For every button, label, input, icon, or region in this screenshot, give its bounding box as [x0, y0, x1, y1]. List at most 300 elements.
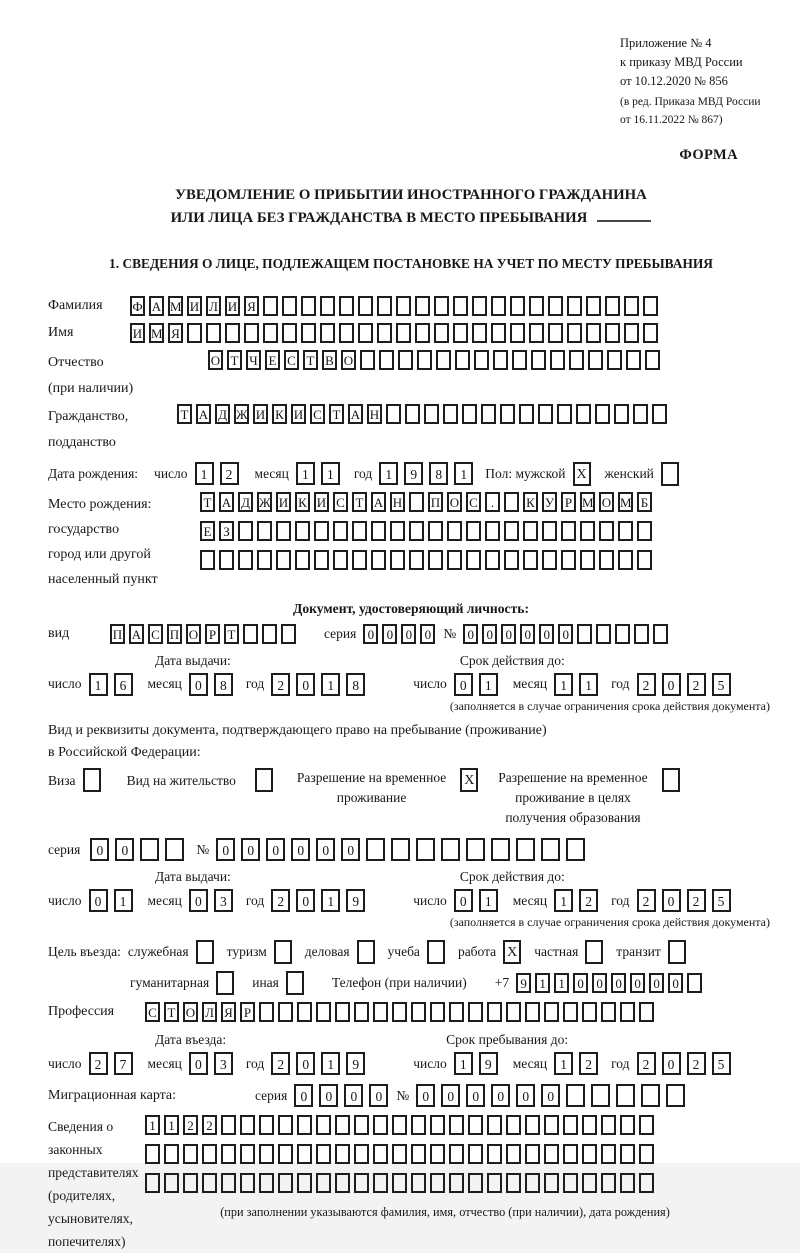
char-box	[278, 1173, 293, 1193]
char-box	[354, 1115, 369, 1135]
rvp-issue-month-boxes	[189, 889, 239, 912]
char-box	[301, 323, 316, 343]
char-box	[506, 1144, 521, 1164]
char-box	[377, 323, 392, 343]
char-box	[434, 323, 449, 343]
char-box: М	[168, 296, 183, 316]
char-box: 1	[379, 462, 398, 485]
char-box: К	[272, 404, 287, 424]
char-box	[358, 296, 373, 316]
char-box: А	[129, 624, 144, 644]
char-box	[278, 1144, 293, 1164]
char-box	[295, 521, 310, 541]
char-box	[493, 350, 508, 370]
char-box: Б	[637, 492, 652, 512]
char-box	[485, 550, 500, 570]
char-box	[523, 521, 538, 541]
char-box	[316, 1144, 331, 1164]
char-box	[409, 492, 424, 512]
char-box: Ч	[246, 350, 261, 370]
doc-series-label: серия	[324, 625, 357, 641]
issue-day-boxes	[89, 673, 139, 696]
char-box	[358, 323, 373, 343]
char-box: 0	[294, 1084, 313, 1107]
representatives-line1	[145, 1115, 745, 1135]
char-box	[582, 1144, 597, 1164]
char-box: П	[428, 492, 443, 512]
char-box: 8	[214, 673, 233, 696]
char-box: 0	[416, 1084, 435, 1107]
char-box	[620, 1002, 635, 1022]
char-box	[281, 624, 296, 644]
char-box: 0	[344, 1084, 363, 1107]
char-box: 0	[482, 624, 497, 644]
doc-kind-boxes	[110, 624, 300, 644]
doc-number-label: №	[443, 625, 457, 641]
char-box: 2	[579, 1052, 598, 1075]
char-box	[164, 1144, 179, 1164]
char-box	[491, 323, 506, 343]
phone-prefix: +7	[494, 975, 510, 991]
char-box: И	[130, 323, 145, 343]
migration-series-boxes	[294, 1084, 394, 1107]
char-box	[455, 350, 470, 370]
char-box	[624, 296, 639, 316]
char-box	[633, 404, 648, 424]
residence-doc-date-titles: Дата выдачи: Срок действия до:	[155, 869, 565, 885]
char-box: 8	[346, 673, 365, 696]
issue-year-boxes	[271, 673, 371, 696]
residence-doc-line2: в Российской Федерации:	[48, 744, 201, 760]
char-box	[335, 1002, 350, 1022]
rvp-valid-month-boxes	[554, 889, 604, 912]
char-box	[219, 550, 234, 570]
char-box	[567, 296, 582, 316]
char-box	[244, 323, 259, 343]
char-box: 6	[114, 673, 133, 696]
char-box	[563, 1144, 578, 1164]
char-box	[453, 296, 468, 316]
rvp-validity-note: (заполняется в случае ограничения срока действия документа)	[449, 915, 770, 930]
char-box	[262, 624, 277, 644]
char-box	[145, 1144, 160, 1164]
char-box: 1	[554, 1052, 573, 1075]
char-box	[430, 1173, 445, 1193]
char-box	[512, 350, 527, 370]
char-box: М	[580, 492, 595, 512]
char-box	[605, 323, 620, 343]
char-box: 1	[454, 462, 473, 485]
char-box	[257, 521, 272, 541]
char-box: У	[542, 492, 557, 512]
char-box: Т	[164, 1002, 179, 1022]
purpose-commercial-checkbox	[357, 940, 379, 964]
char-box	[360, 350, 375, 370]
char-box	[531, 350, 546, 370]
char-box	[377, 296, 392, 316]
char-box	[392, 1115, 407, 1135]
char-box: Е	[265, 350, 280, 370]
char-box	[430, 1144, 445, 1164]
entry-date-row: число 2 7 месяц 0 3 год 2 0 1 9 число 1 9 месяц 1 2 год 2 0 2 5	[48, 1052, 774, 1075]
temp-permit-label: Разрешение на временное проживание	[296, 769, 447, 805]
char-box	[586, 323, 601, 343]
char-box	[335, 1144, 350, 1164]
char-box: К	[523, 492, 538, 512]
valid-day-boxes	[454, 673, 504, 696]
char-box	[276, 550, 291, 570]
char-box	[563, 1002, 578, 1022]
char-box	[333, 521, 348, 541]
char-box	[529, 323, 544, 343]
name-boxes	[130, 323, 662, 343]
char-box	[274, 940, 292, 964]
char-box	[221, 1144, 236, 1164]
char-box: П	[167, 624, 182, 644]
char-box	[601, 1115, 616, 1135]
appendix-line: к приказу МВД России	[620, 54, 743, 69]
char-box	[221, 1173, 236, 1193]
char-box: 0	[541, 1084, 560, 1107]
edu-permit-checkbox	[662, 768, 684, 792]
char-box	[576, 404, 591, 424]
char-box: 2	[271, 1052, 290, 1075]
char-box: Д	[238, 492, 253, 512]
char-box: О	[183, 1002, 198, 1022]
char-box: О	[447, 492, 462, 512]
char-box: Л	[202, 1002, 217, 1022]
char-box: 1	[321, 462, 340, 485]
char-box: 5	[712, 673, 731, 696]
char-box: 0	[189, 673, 208, 696]
char-box: 2	[687, 673, 706, 696]
char-box	[409, 550, 424, 570]
appendix-line: (в ред. Приказа МВД России	[620, 96, 761, 109]
char-box	[200, 550, 215, 570]
char-box	[474, 350, 489, 370]
char-box	[434, 296, 449, 316]
char-box: 0	[115, 838, 134, 861]
char-box	[645, 350, 660, 370]
char-box: Т	[224, 624, 239, 644]
char-box	[500, 404, 515, 424]
char-box	[666, 1084, 685, 1107]
appendix-line: от 16.11.2022 № 867)	[620, 113, 723, 126]
char-box	[561, 521, 576, 541]
sex-male-checkbox	[573, 462, 595, 486]
char-box: А	[196, 404, 211, 424]
char-box	[580, 550, 595, 570]
char-box	[468, 1173, 483, 1193]
edu-permit-label: Разрешение на временное проживание в целях получения образования	[498, 769, 648, 826]
char-box: 0	[296, 673, 315, 696]
purpose-transit-checkbox	[668, 940, 690, 964]
char-box: С	[145, 1002, 160, 1022]
char-box: 2	[183, 1115, 198, 1135]
char-box: 0	[592, 973, 607, 993]
visa-checkbox	[83, 768, 105, 792]
char-box	[472, 296, 487, 316]
char-box: X	[573, 462, 591, 486]
char-box: Р	[205, 624, 220, 644]
char-box	[316, 1115, 331, 1135]
char-box	[620, 1144, 635, 1164]
residence-permit-checkbox	[255, 768, 277, 792]
page-title-line2: ИЛИ ЛИЦА БЕЗ ГРАЖДАНСТВА В МЕСТО ПРЕБЫВАНИЯ	[170, 209, 588, 226]
char-box: 0	[363, 624, 378, 644]
section1-heading: 1. СВЕДЕНИЯ О ЛИЦЕ, ПОДЛЕЖАЩЕМ ПОСТАНОВКЕ НА УЧЕТ ПО МЕСТУ ПРЕБЫВАНИЯ	[109, 255, 713, 271]
char-box	[263, 323, 278, 343]
char-box	[398, 350, 413, 370]
page-title-line1: УВЕДОМЛЕНИЕ О ПРИБЫТИИ ИНОСТРАННОГО ГРАЖДАНИНА	[175, 186, 647, 203]
char-box	[585, 940, 603, 964]
char-box	[379, 350, 394, 370]
char-box	[481, 404, 496, 424]
identity-doc-dates: число 1 6 месяц 0 8 год 2 0 1 8 число 0 1 месяц 1 1 год 2 0 2 5	[48, 673, 774, 696]
appendix-line: Приложение № 4	[620, 36, 712, 50]
char-box	[259, 1173, 274, 1193]
char-box: 0	[662, 1052, 681, 1075]
char-box: 9	[346, 1052, 365, 1075]
char-box: 0	[291, 838, 310, 861]
char-box: X	[503, 940, 521, 964]
char-box: 5	[712, 889, 731, 912]
char-box	[550, 350, 565, 370]
char-box: И	[276, 492, 291, 512]
char-box: 0	[491, 1084, 510, 1107]
purpose-study-checkbox	[427, 940, 449, 964]
citizenship-boxes	[177, 404, 671, 424]
char-box	[563, 1173, 578, 1193]
char-box	[542, 550, 557, 570]
visa-label: Виза	[48, 772, 76, 788]
char-box	[449, 1115, 464, 1135]
char-box: И	[253, 404, 268, 424]
sex-female-checkbox	[661, 462, 683, 486]
char-box	[216, 971, 234, 995]
char-box	[487, 1002, 502, 1022]
char-box	[257, 550, 272, 570]
char-box: Я	[221, 1002, 236, 1022]
char-box	[354, 1173, 369, 1193]
entry-date-titles: Дата въезда: Срок пребывания до:	[155, 1032, 569, 1048]
char-box	[335, 1173, 350, 1193]
char-box	[616, 1084, 635, 1107]
residence-number-label: №	[196, 841, 210, 857]
char-box: 0	[316, 838, 335, 861]
char-box	[563, 1115, 578, 1135]
char-box: 9	[346, 889, 365, 912]
char-box	[466, 521, 481, 541]
char-box: 7	[114, 1052, 133, 1075]
char-box	[333, 550, 348, 570]
char-box	[314, 550, 329, 570]
char-box: 0	[266, 838, 285, 861]
profession-label: Профессия	[48, 1004, 115, 1020]
char-box	[605, 296, 620, 316]
char-box	[411, 1144, 426, 1164]
char-box: Ж	[257, 492, 272, 512]
char-box	[618, 521, 633, 541]
char-box: 2	[637, 673, 656, 696]
migration-card-row	[48, 1084, 774, 1107]
char-box: 2	[89, 1052, 108, 1075]
char-box	[396, 296, 411, 316]
char-box	[352, 521, 367, 541]
char-box	[504, 550, 519, 570]
char-box	[297, 1173, 312, 1193]
char-box: А	[149, 296, 164, 316]
char-box	[596, 624, 611, 644]
char-box	[278, 1002, 293, 1022]
rvp-valid-year-boxes	[637, 889, 737, 912]
char-box	[392, 1173, 407, 1193]
char-box	[263, 296, 278, 316]
char-box: 0	[89, 889, 108, 912]
char-box: 0	[319, 1084, 338, 1107]
char-box	[468, 1144, 483, 1164]
char-box	[145, 1173, 160, 1193]
char-box: 0	[401, 624, 416, 644]
char-box	[525, 1144, 540, 1164]
char-box: 0	[668, 973, 683, 993]
char-box	[314, 521, 329, 541]
char-box	[391, 838, 410, 861]
char-box: 0	[662, 673, 681, 696]
char-box: Я	[244, 296, 259, 316]
char-box: А	[219, 492, 234, 512]
migration-card-label: Миграционная карта:	[48, 1087, 177, 1103]
char-box	[620, 1173, 635, 1193]
char-box	[415, 323, 430, 343]
char-box	[620, 1115, 635, 1135]
char-box	[449, 1002, 464, 1022]
char-box: И	[225, 296, 240, 316]
char-box	[506, 1173, 521, 1193]
char-box: 1	[454, 1052, 473, 1075]
birth-place-line3	[200, 550, 656, 570]
char-box	[371, 550, 386, 570]
residence-doc-series-row	[48, 838, 774, 861]
char-box: Т	[303, 350, 318, 370]
char-box	[544, 1115, 559, 1135]
birth-place-row	[48, 492, 774, 592]
char-box	[373, 1002, 388, 1022]
char-box	[371, 521, 386, 541]
char-box: Е	[200, 521, 215, 541]
name-label: Имя	[48, 324, 74, 340]
char-box	[601, 1144, 616, 1164]
char-box	[626, 350, 641, 370]
citizenship-label: Гражданство, подданство	[48, 408, 129, 450]
char-box: 1	[321, 889, 340, 912]
char-box	[504, 521, 519, 541]
char-box	[491, 296, 506, 316]
page-title	[48, 184, 774, 230]
char-box	[83, 768, 101, 792]
appendix-line: от 10.12.2020 № 856	[620, 73, 728, 88]
char-box: О	[341, 350, 356, 370]
char-box	[634, 624, 649, 644]
char-box	[566, 1084, 585, 1107]
char-box	[295, 550, 310, 570]
char-box	[297, 1002, 312, 1022]
title-blank-line	[597, 210, 651, 222]
char-box	[661, 462, 679, 486]
char-box	[652, 404, 667, 424]
char-box	[485, 521, 500, 541]
char-box: 0	[454, 889, 473, 912]
char-box	[183, 1173, 198, 1193]
char-box	[373, 1173, 388, 1193]
patronymic-row	[48, 350, 774, 402]
temp-permit-checkbox	[460, 768, 482, 792]
char-box	[653, 624, 668, 644]
char-box: Н	[390, 492, 405, 512]
char-box	[221, 1115, 236, 1135]
char-box	[238, 550, 253, 570]
char-box	[566, 838, 585, 861]
char-box: С	[466, 492, 481, 512]
char-box	[183, 1144, 198, 1164]
char-box: Я	[168, 323, 183, 343]
sex-male-label: Пол: мужской	[485, 465, 566, 481]
char-box	[577, 624, 592, 644]
char-box: 1	[296, 462, 315, 485]
char-box: К	[295, 492, 310, 512]
residence-number-boxes	[216, 838, 591, 861]
migration-number-boxes	[416, 1084, 691, 1107]
representatives-row	[48, 1115, 774, 1253]
char-box	[396, 323, 411, 343]
char-box	[618, 550, 633, 570]
char-box: Т	[352, 492, 367, 512]
char-box: 0	[189, 1052, 208, 1075]
surname-row	[48, 296, 774, 316]
char-box: X	[460, 768, 478, 792]
char-box	[639, 1173, 654, 1193]
char-box: 0	[341, 838, 360, 861]
char-box: Ж	[234, 404, 249, 424]
char-box: Т	[200, 492, 215, 512]
char-box	[582, 1002, 597, 1022]
char-box: С	[284, 350, 299, 370]
char-box: 9	[404, 462, 423, 485]
stay-year-boxes	[637, 1052, 737, 1075]
char-box: С	[333, 492, 348, 512]
char-box: 0	[90, 838, 109, 861]
char-box	[595, 404, 610, 424]
profession-row	[48, 1002, 774, 1022]
char-box: 0	[216, 838, 235, 861]
rvp-valid-day-boxes	[454, 889, 504, 912]
phone-boxes	[516, 973, 706, 993]
birth-place-label: Место рождения: государство город или другой населенный пункт	[48, 496, 158, 587]
char-box	[506, 1115, 521, 1135]
char-box	[428, 521, 443, 541]
char-box: Р	[561, 492, 576, 512]
char-box: 1	[114, 889, 133, 912]
char-box: 0	[420, 624, 435, 644]
char-box: А	[348, 404, 363, 424]
char-box	[390, 521, 405, 541]
char-box	[557, 404, 572, 424]
char-box	[643, 323, 658, 343]
char-box	[392, 1002, 407, 1022]
purpose-row: Цель въезда: служебная туризм деловая учеба работа X частная транзит	[48, 940, 774, 964]
char-box	[373, 1144, 388, 1164]
char-box	[599, 550, 614, 570]
